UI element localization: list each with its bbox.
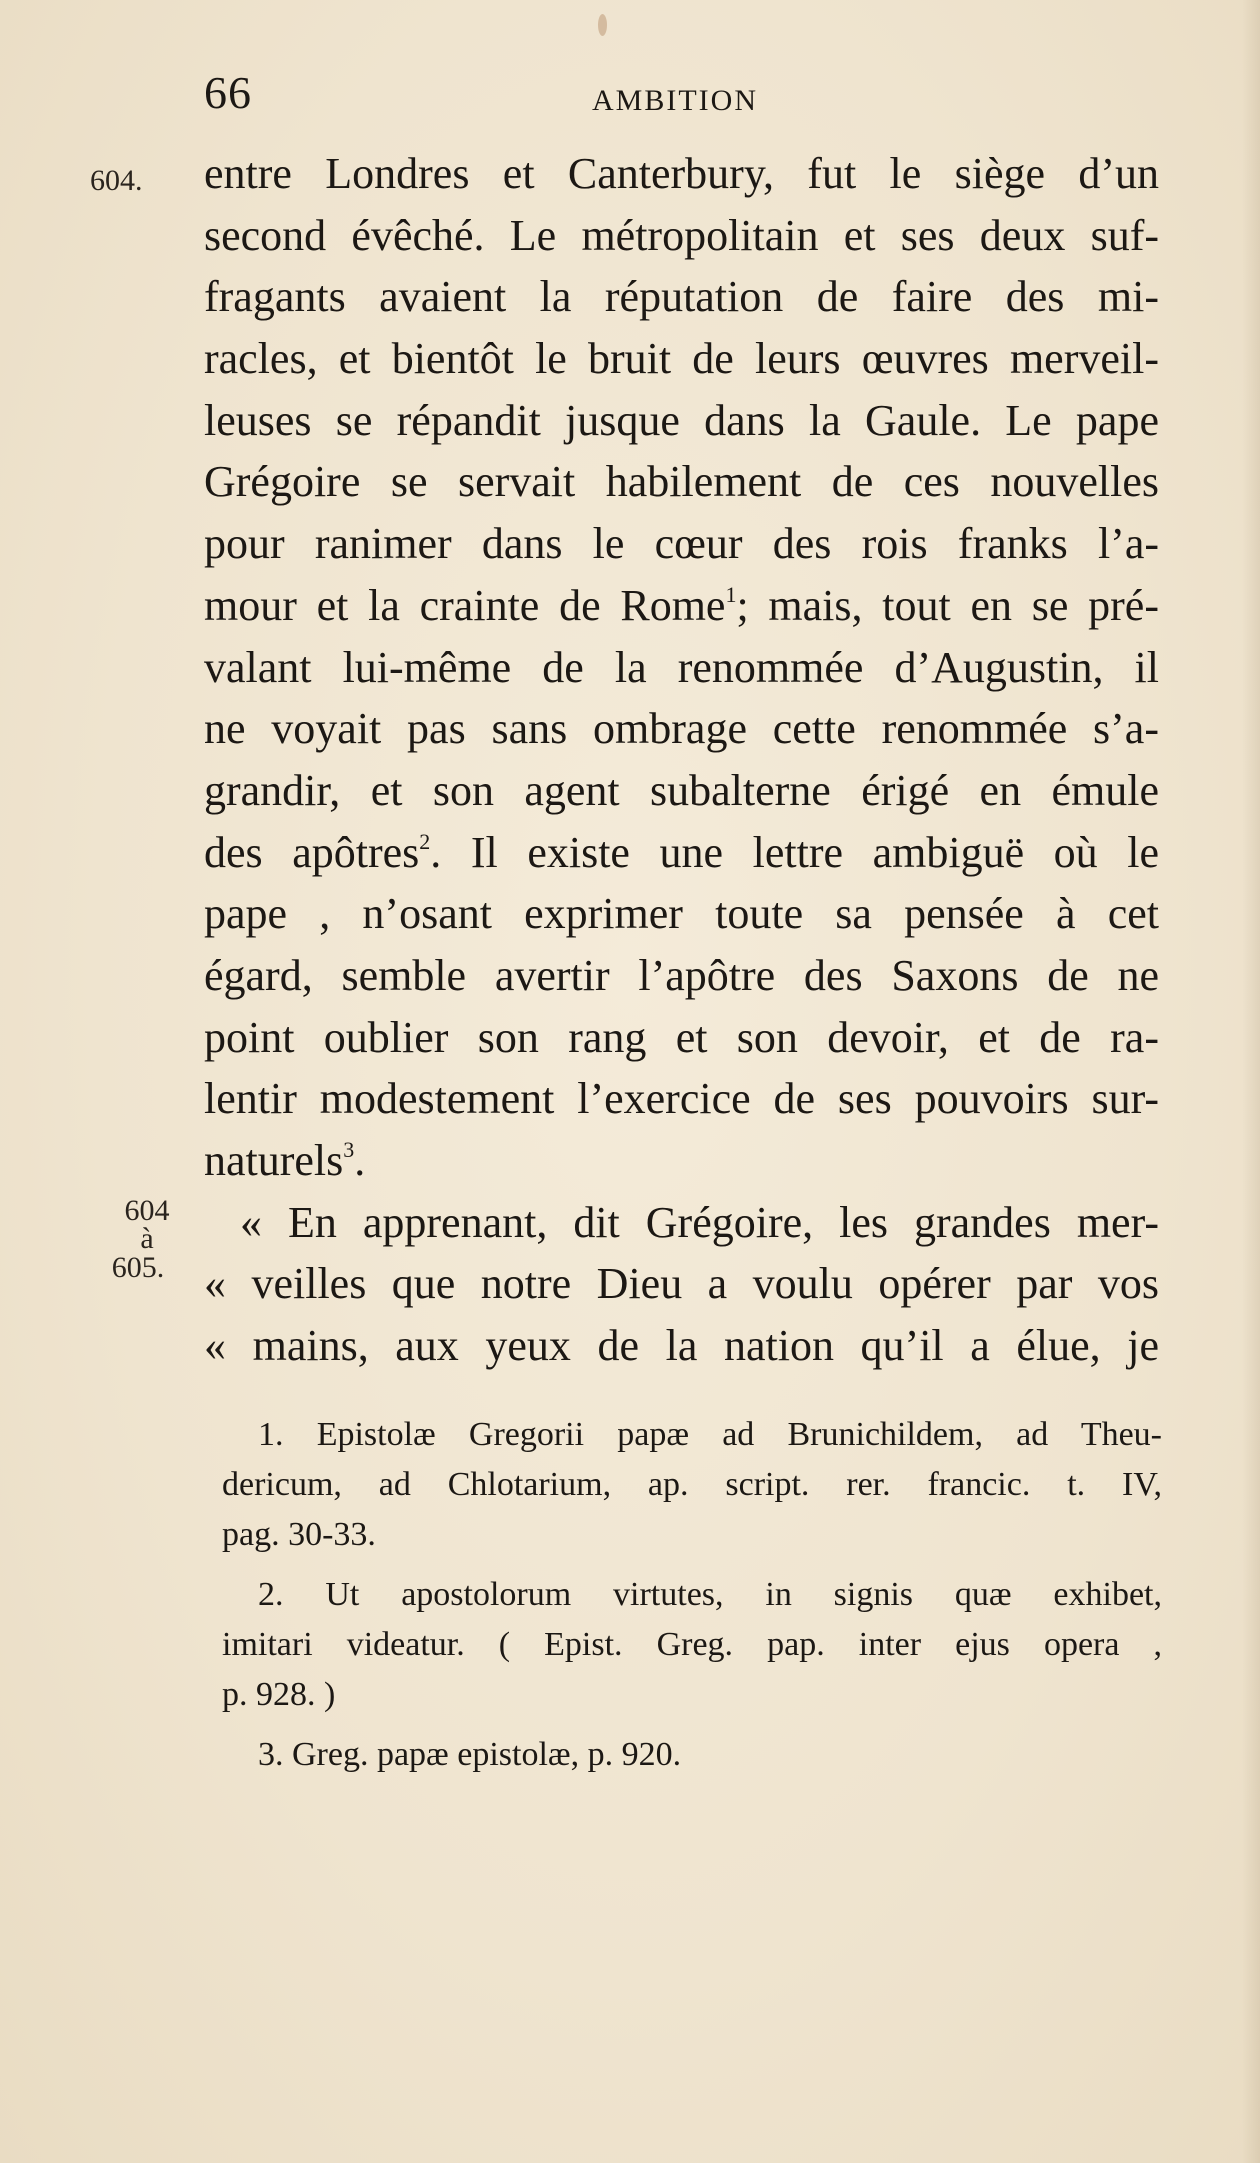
text-segment: naturels [204, 1136, 344, 1185]
footnote-3: 3. Greg. papæ epistolæ, p. 920. [258, 1736, 682, 1773]
page-edge-shadow [1242, 0, 1260, 2163]
text-segment: . [354, 1136, 366, 1185]
text-line: pour ranimer dans le cœur des rois franks l’a- [204, 519, 1159, 569]
footnote-1-cont: dericum, ad Chlotarium, ap. script. rer. francic. t. IV, [222, 1466, 1162, 1503]
footnote-1: 1. Epistolæ Gregorii papæ ad Brunichildem, ad Theu- [258, 1416, 1162, 1453]
text-line [204, 822, 1159, 884]
ink-spot [598, 14, 607, 36]
margin-date-end: 605. [111, 1251, 165, 1284]
text-line: « En apprenant, dit Grégoire, les grandes mer- [240, 1197, 1159, 1247]
running-title: AMBITION [592, 84, 758, 117]
footnote-ref-1: 1 [725, 581, 737, 607]
margin-date-text: 604. [90, 164, 143, 197]
text-line: second évêché. Le métropolitain et ses deux suf- [204, 210, 1159, 260]
text-line: fragants avaient la réputation de faire des mi- [204, 272, 1159, 322]
text-line: « mains, aux yeux de la nation qu’il a élue, je [204, 1321, 1159, 1371]
footnote-2: 2. Ut apostolorum virtutes, in signis quæ exhibet, [258, 1576, 1162, 1613]
footnote-ref-2: 2 [419, 828, 431, 854]
margin-date-start: 604 [124, 1194, 170, 1227]
text-line: lentir modestement l’exercice de ses pouvoirs sur- [204, 1074, 1159, 1124]
text-line: pape , n’osant exprimer toute sa pensée à cet [204, 889, 1159, 939]
text-line: ne voyait pas sans ombrage cette renommée s’a- [204, 704, 1159, 754]
text-line [204, 575, 1159, 637]
footnote-ref-3: 3 [343, 1137, 355, 1162]
text-line: égard, semble avertir l’apôtre des Saxons de ne [204, 950, 1159, 1000]
text-segment: mour et la crainte de Rome [204, 580, 726, 630]
text-line: valant lui-même de la renommée d’Augustin, il [204, 642, 1159, 692]
text-line: Grégoire se servait habilement de ces nouvelles [204, 457, 1159, 507]
text-line: leuses se répandit jusque dans la Gaule. Le pape [204, 395, 1159, 445]
footnotes [222, 1410, 1162, 1780]
margin-date-604 [90, 166, 143, 196]
body-text [204, 143, 1159, 1377]
text-line: grandir, et son agent subalterne érigé en émule [204, 765, 1159, 815]
text-line: entre Londres et Canterbury, fut le siège d’un [204, 149, 1159, 198]
text-segment: des apôtres [204, 827, 420, 877]
running-head [204, 66, 1164, 126]
margin-date-604-605 [112, 1194, 182, 1284]
text-line: racles, et bientôt le bruit de leurs œuvres merveil- [204, 334, 1159, 384]
margin-date-connector: à [140, 1222, 154, 1255]
text-segment: ; mais, tout en se pré- [736, 580, 1159, 630]
text-line [204, 1130, 1159, 1192]
text-segment: . Il existe une lettre ambiguë où le [430, 827, 1159, 877]
footnote-2-cont: imitari videatur. ( Epist. Greg. pap. inter ejus opera , [222, 1626, 1162, 1663]
footnote-1-end: pag. 30-33. [222, 1516, 376, 1553]
text-line: « veilles que notre Dieu a voulu opérer par vos [204, 1259, 1159, 1309]
footnote-2-end: p. 928. ) [222, 1676, 336, 1713]
text-line: point oublier son rang et son devoir, et de ra- [204, 1012, 1159, 1062]
page-number: 66 [204, 67, 252, 118]
